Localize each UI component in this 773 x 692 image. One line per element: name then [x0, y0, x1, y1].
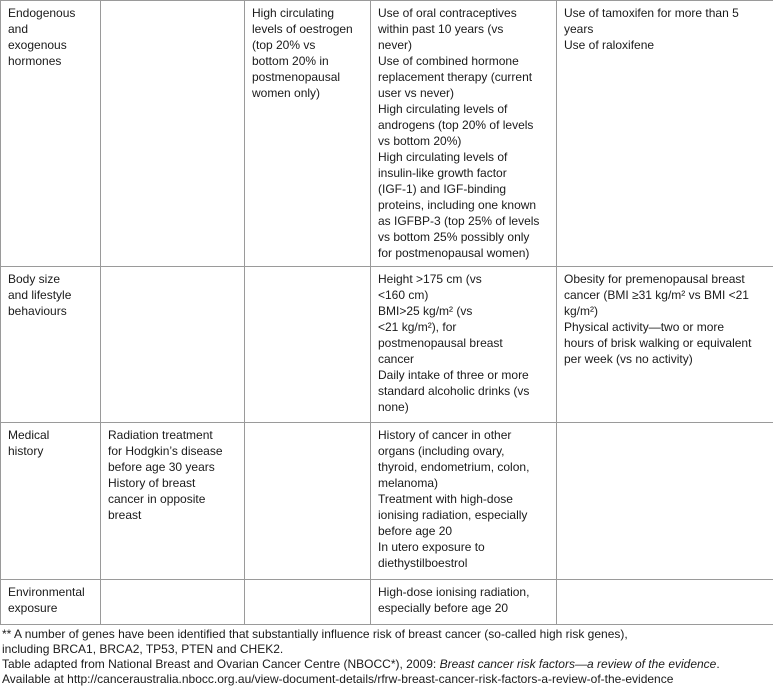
genes-list: including BRCA1, BRCA2, TP53, PTEN and CHEK2. [2, 642, 284, 656]
cell-col4 [371, 580, 557, 625]
source-citation [2, 657, 772, 672]
genes-footnote: ** A number of genes have been identified that substantially influence risk of breast cancer (so-called high risk genes), [2, 627, 628, 641]
cell-text-line: standard alcoholic drinks (vs [378, 384, 530, 398]
table-row-environmental [1, 580, 773, 625]
cell-col3 [245, 580, 371, 625]
cell-text-line: and lifestyle [8, 288, 72, 302]
cell-text-line: bottom 20% in [252, 54, 329, 68]
cell-text-line: melanoma) [378, 476, 439, 490]
cell-text-line: for postmenopausal women) [378, 246, 530, 260]
cell-text-line: and [8, 22, 29, 36]
cell-col4 [371, 423, 557, 580]
cell-text-line: Physical activity—two or more [564, 320, 725, 334]
cell-text-line: High circulating levels of [378, 150, 508, 164]
cell-col2 [101, 267, 245, 423]
cell-text-line: cancer [378, 352, 415, 366]
cell-col3 [245, 1, 371, 267]
cell-text-line: never) [378, 38, 413, 52]
cell-text-line: Environmental [8, 585, 85, 599]
cell-col5 [557, 423, 773, 580]
cell-text-line: BMI>25 kg/m² (vs [378, 304, 473, 318]
cell-col5 [557, 1, 773, 267]
cell-text-line: exogenous [8, 38, 67, 52]
cell-text-line: vs bottom 25% possibly only [378, 230, 530, 244]
cell-text-line: Obesity for premenopausal breast [564, 272, 745, 286]
cell-text-line: as IGFBP-3 (top 25% of levels [378, 214, 540, 228]
cell-text-line: kg/m²) [564, 304, 598, 318]
cell-text-line: per week (vs no activity) [564, 352, 693, 366]
cell-text-line: Endogenous [8, 6, 76, 20]
source-suffix: . [716, 657, 720, 671]
cell-text-line: Use of tamoxifen for more than 5 [564, 6, 739, 20]
cell-text-line: Daily intake of three or more [378, 368, 529, 382]
cell-text-line: user vs never) [378, 86, 455, 100]
cell-text-line: cancer in opposite [108, 492, 206, 506]
cell-text-line: (IGF-1) and IGF-binding [378, 182, 507, 196]
cell-text-line: insulin-like growth factor [378, 166, 507, 180]
cell-text-line: androgens (top 20% of levels [378, 118, 534, 132]
source-prefix: Table adapted from National Breast and Ovarian Cancer Centre (NBOCC*), 2009: [2, 657, 440, 671]
table-row-medical-history [1, 423, 773, 580]
cell-text-line: hours of brisk walking or equivalent [564, 336, 752, 350]
cell-text-line: In utero exposure to [378, 540, 485, 554]
cell-text-line: Height >175 cm (vs [378, 272, 482, 286]
table-row-body-size [1, 267, 773, 423]
cell-category [1, 580, 101, 625]
cell-text-line: especially before age 20 [378, 601, 509, 615]
cell-col3 [245, 423, 371, 580]
cell-text-line: levels of oestrogen [252, 22, 353, 36]
cell-text-line: High circulating [252, 6, 335, 20]
cell-text-line: cancer (BMI ≥31 kg/m² vs BMI <21 [564, 288, 749, 302]
cell-text-line: Medical [8, 428, 50, 442]
cell-text-line: exposure [8, 601, 58, 615]
cell-text-line: Use of combined hormone [378, 54, 519, 68]
cell-text-line: behaviours [8, 304, 67, 318]
cell-col4 [371, 267, 557, 423]
cell-text-line: before age 30 years [108, 460, 215, 474]
cell-col2 [101, 423, 245, 580]
cell-text-line: hormones [8, 54, 62, 68]
cell-col4 [371, 1, 557, 267]
cell-text-line: Treatment with high-dose [378, 492, 513, 506]
cell-text-line: years [564, 22, 594, 36]
cell-col2 [101, 580, 245, 625]
cell-text-line: Body size [8, 272, 61, 286]
cell-text-line: women only) [252, 86, 321, 100]
source-url: Available at http://canceraustralia.nbocc.org.au/view-document-details/rfrw-breast-cancer-risk-factors-a-review-of-the-evidence [2, 672, 674, 686]
table-footnotes [2, 627, 772, 687]
cell-text-line: none) [378, 400, 409, 414]
source-title: Breast cancer risk factors—a review of the evidence [439, 657, 717, 671]
cell-text-line: Radiation treatment [108, 428, 213, 442]
cell-text-line: before age 20 [378, 524, 453, 538]
cell-text-line: postmenopausal [252, 70, 341, 84]
cell-text-line: for Hodgkin’s disease [108, 444, 223, 458]
cell-text-line: postmenopausal breast [378, 336, 503, 350]
cell-category [1, 1, 101, 267]
cell-text-line: within past 10 years (vs [378, 22, 504, 36]
cell-col2 [101, 1, 245, 267]
cell-text-line: vs bottom 20%) [378, 134, 462, 148]
cell-text-line: <160 cm) [378, 288, 429, 302]
cell-col5 [557, 580, 773, 625]
cell-category [1, 423, 101, 580]
cell-text-line: thyroid, endometrium, colon, [378, 460, 530, 474]
cell-text-line: History of breast [108, 476, 196, 490]
cell-text-line: High-dose ionising radiation, [378, 585, 530, 599]
cell-col3 [245, 267, 371, 423]
cell-text-line: History of cancer in other [378, 428, 512, 442]
cell-text-line: history [8, 444, 44, 458]
cell-text-line: diethystilboestrol [378, 556, 468, 570]
cell-category [1, 267, 101, 423]
cell-text-line: Use of raloxifene [564, 38, 655, 52]
cell-text-line: proteins, including one known [378, 198, 537, 212]
cell-col5 [557, 267, 773, 423]
cell-text-line: Use of oral contraceptives [378, 6, 517, 20]
cell-text-line: (top 20% vs [252, 38, 316, 52]
cell-text-line: <21 kg/m²), for [378, 320, 457, 334]
cell-text-line: replacement therapy (current [378, 70, 533, 84]
cell-text-line: ionising radiation, especially [378, 508, 528, 522]
cell-text-line: breast [108, 508, 142, 522]
cell-text-line: organs (including ovary, [378, 444, 505, 458]
table-row-hormones [1, 1, 773, 267]
cell-text-line: High circulating levels of [378, 102, 508, 116]
